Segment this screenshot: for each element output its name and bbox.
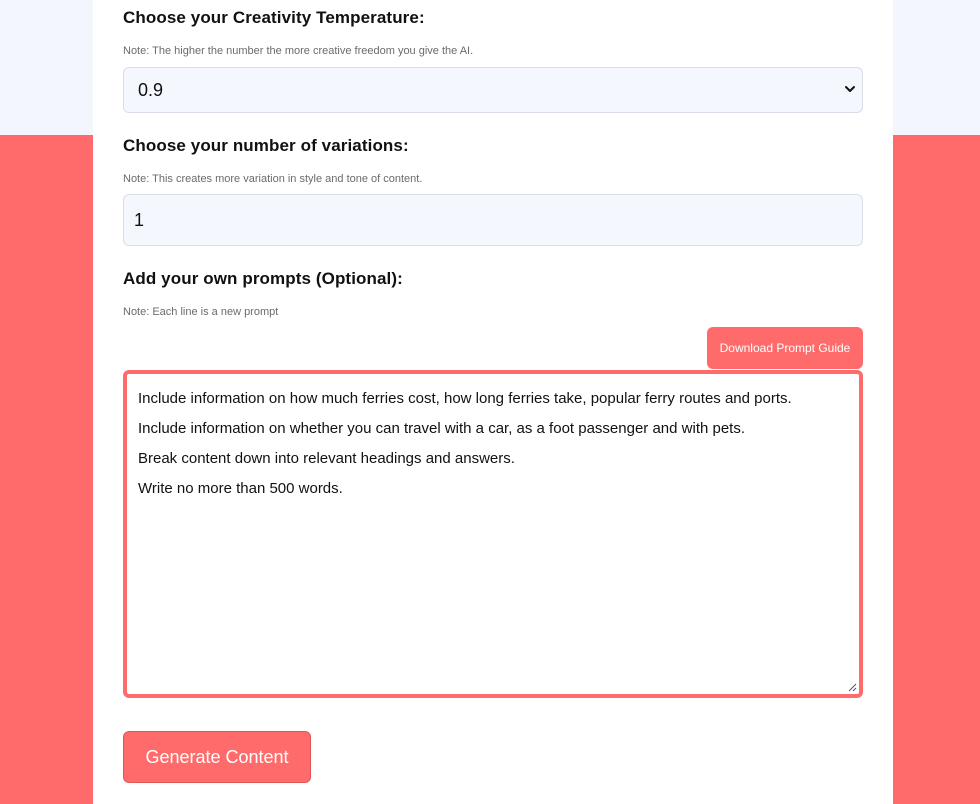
temperature-heading: Choose your Creativity Temperature: (123, 8, 425, 27)
chevron-down-icon (842, 81, 858, 97)
prompts-heading: Add your own prompts (Optional): (123, 269, 403, 288)
prompt-line: Include information on how much ferries cost, how long ferries take, popular ferry routes and ports. (138, 390, 792, 407)
temperature-select[interactable] (123, 67, 863, 113)
temperature-selected-value: 0.9 (138, 80, 164, 100)
prompts-note: Note: Each line is a new prompt (123, 306, 279, 318)
prompt-line: Break content down into relevant headings and answers. (138, 450, 515, 467)
download-prompt-guide-button[interactable]: Download Prompt Guide (707, 327, 863, 369)
variations-input[interactable] (123, 194, 863, 246)
generate-content-button[interactable]: Generate Content (123, 731, 311, 783)
form-card (93, 0, 893, 804)
variations-note: Note: This creates more variation in style and tone of content. (123, 173, 423, 185)
variations-heading: Choose your number of variations: (123, 136, 409, 155)
prompt-line: Write no more than 500 words. (138, 480, 343, 497)
resize-grip-icon[interactable] (847, 682, 857, 692)
prompt-line: Include information on whether you can travel with a car, as a foot passenger and with pets. (138, 420, 746, 437)
temperature-note: Note: The higher the number the more creative freedom you give the AI. (123, 45, 474, 57)
prompts-textarea[interactable] (123, 370, 863, 698)
variations-value: 1 (134, 210, 145, 230)
